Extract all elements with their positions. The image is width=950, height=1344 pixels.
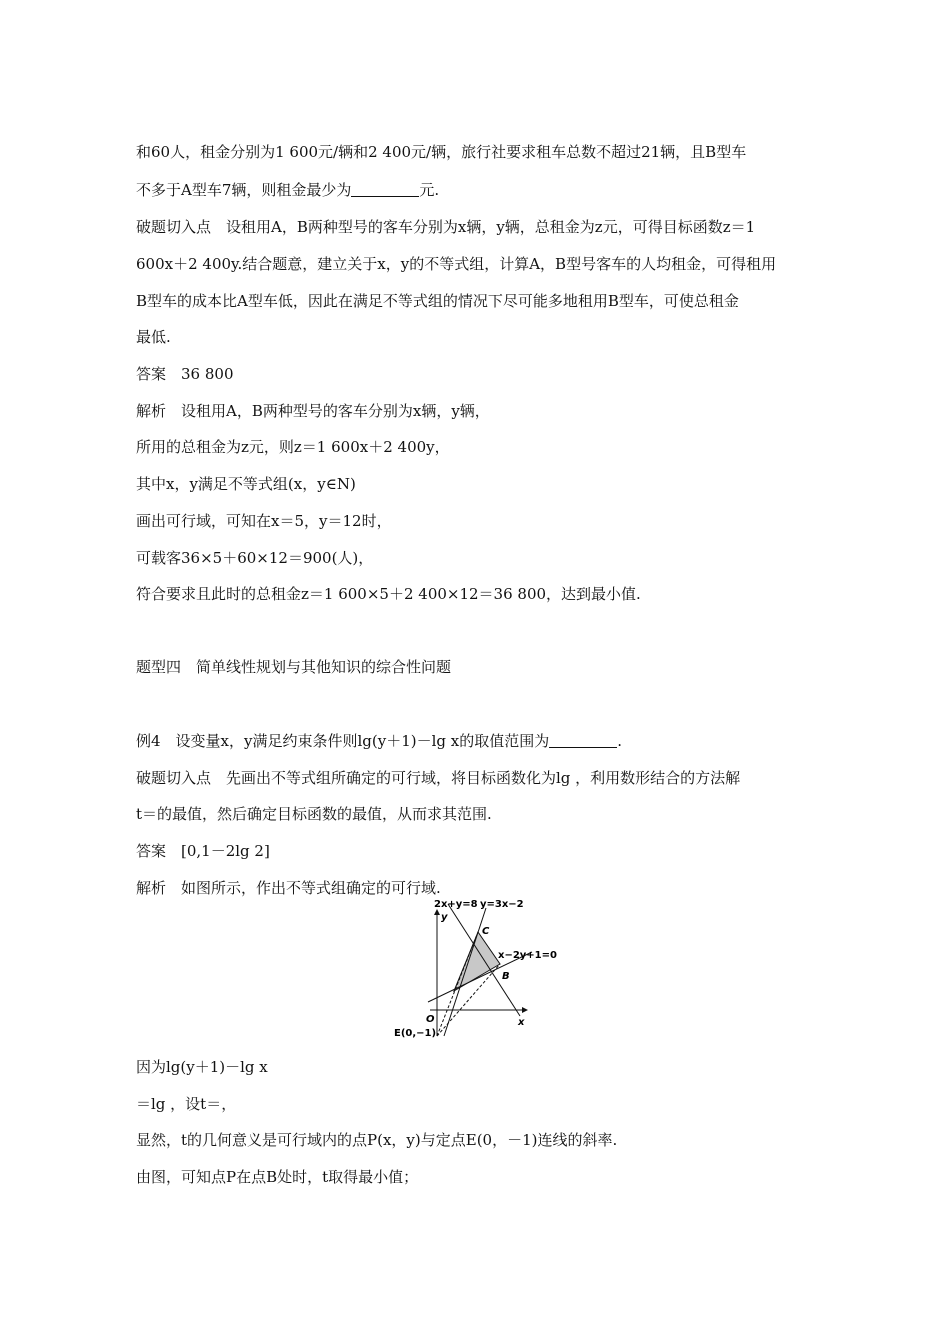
answer-line-1: 答案 36 800 (136, 365, 234, 383)
label-point-B: B (502, 971, 510, 982)
text-line-6: 最低. (136, 328, 171, 346)
feasible-region-figure (392, 896, 564, 1042)
analysis-line-11: 由图，可知点P在点B处时，t取得最小值； (136, 1168, 419, 1186)
example-4-end: . (617, 732, 623, 750)
text-line-4: 600x＋2 400y.结合题意，建立关于x，y的不等式组，计算A，B型号客车的人均租金，可得租用 (136, 255, 777, 273)
example-4-blank (549, 733, 617, 748)
breakthrough-line-1: 破题切入点 先画出不等式组所确定的可行域，将目标函数化为lg ，利用数形结合的方法解 (136, 769, 741, 787)
label-y-axis: y (441, 912, 448, 923)
text-line-2-part: 不多于A型车7辆，则租金最少为 (136, 181, 352, 199)
label-y-3x-2: y=3x−2 (480, 899, 524, 910)
label-origin: O (426, 1014, 435, 1025)
label-point-E: E(0,−1) (394, 1028, 437, 1039)
analysis-line-6: 符合要求且此时的总租金z＝1 600×5＋2 400×12＝36 800，达到最小值. (136, 585, 641, 603)
analysis-line-7: 解析 如图所示，作出不等式组确定的可行域. (136, 879, 441, 897)
analysis-line-3: 其中x，y满足不等式组(x，y∈N) (136, 475, 356, 493)
analysis-line-4: 画出可行域，可知在x＝5，y＝12时， (136, 512, 392, 530)
breakthrough-line-2: t＝的最值，然后确定目标函数的最值，从而求其范围. (136, 805, 492, 823)
text-line-2-end: 元. (419, 181, 440, 199)
analysis-line-8: 因为lg(y＋1)－lg x (136, 1058, 268, 1076)
dashed-line-to-C (437, 932, 478, 1036)
analysis-line-5: 可载客36×5＋60×12＝900(人)， (136, 549, 374, 567)
label-x-2y-1: x−2y+1=0 (498, 950, 557, 961)
text-line-3: 破题切入点 设租用A，B两种型号的客车分别为x辆，y辆，总租金为z元，可得目标函数z＝1 (136, 218, 756, 236)
example-4-text: 例4 设变量x，y满足约束条件则lg(y＋1)－lg x的取值范围为 (136, 732, 550, 750)
example-4-line (136, 731, 622, 751)
text-line-5: B型车的成本比A型车低，因此在满足不等式组的情况下尽可能多地租用B型车，可使总租金 (136, 292, 739, 310)
answer-blank (351, 182, 419, 197)
text-line-2 (136, 180, 439, 200)
text-line-1: 和60人，租金分别为1 600元/辆和2 400元/辆，旅行社要求租车总数不超过21辆，且B型车 (136, 143, 747, 161)
analysis-line-9: ＝lg ，设t＝， (136, 1095, 237, 1113)
analysis-line-2: 所用的总租金为z元，则z＝1 600x＋2 400y， (136, 438, 450, 456)
feasible-region (454, 932, 500, 991)
analysis-line-1: 解析 设租用A，B两种型号的客车分别为x辆，y辆， (136, 402, 490, 420)
analysis-line-10: 显然，t的几何意义是可行域内的点P(x，y)与定点E(0，－1)连线的斜率. (136, 1131, 618, 1149)
answer-line-2: 答案 [0,1－2lg 2] (136, 842, 270, 860)
label-point-C: C (482, 926, 490, 937)
label-2x-y-8: 2x+y=8 (434, 899, 478, 910)
label-x-axis: x (518, 1017, 525, 1028)
section-heading: 题型四 简单线性规划与其他知识的综合性问题 (136, 658, 452, 676)
